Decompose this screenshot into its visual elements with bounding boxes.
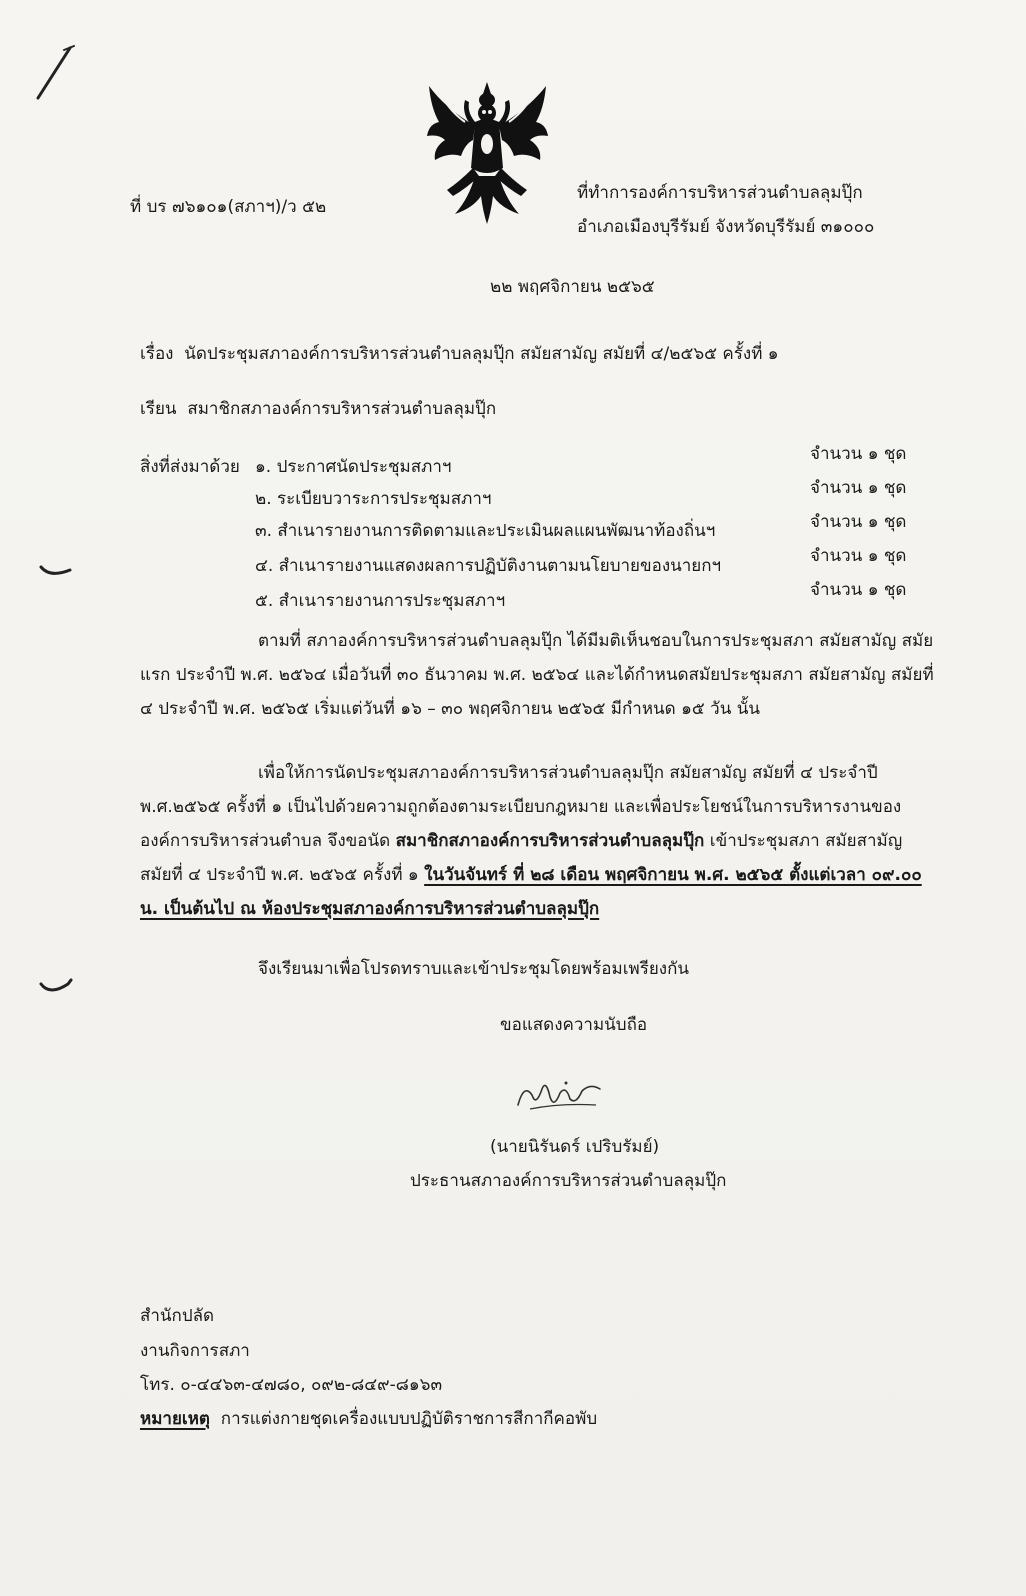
note-label: หมายเหตุ [140, 1409, 210, 1429]
enclosure-qty: จำนวน ๑ ชุด [810, 546, 907, 566]
footer-note [140, 1408, 597, 1430]
office-address-line1: ที่ทำการองค์การบริหารส่วนตำบลลุมปุ๊ก [577, 183, 863, 203]
footer-office: สำนักปลัด [140, 1306, 215, 1326]
footer-section: งานกิจการสภา [140, 1341, 250, 1361]
office-address-line2: อำเภอเมืองบุรีรัมย์ จังหวัดบุรีรัมย์ ๓๑๐๐๐ [577, 217, 875, 237]
meeting-datetime-underlined: ในวันจันทร์ ที่ ๒๘ เดือน พฤศจิกายน พ.ศ. ๒๕๖๕ ตั้งแต่เวลา ๐๙.๐๐ น. เป็นต้นไป ณ ห้องประชุมสภาองค์การบริหารส่วนตำบลลุมปุ๊ก [140, 865, 922, 919]
pen-stroke-mark [30, 40, 80, 105]
note-text: การแต่งกายชุดเครื่องแบบปฏิบัติราชการสีกากีคอพับ [220, 1409, 598, 1429]
check-mark [38, 562, 74, 582]
body-paragraph-3: จึงเรียนมาเพื่อโปรดทราบและเข้าประชุมโดยพร้อมเพรียงกัน [258, 959, 690, 979]
handwritten-signature [510, 1075, 610, 1115]
enclosure-item: ๒. ระเบียบวาระการประชุมสภาฯ [255, 489, 492, 509]
garuda-emblem-icon [425, 78, 550, 228]
footer-phone: โทร. ๐-๔๔๖๓-๔๗๘๐, ๐๙๒-๘๔๙-๘๑๖๓ [140, 1375, 443, 1395]
recipient-line [140, 398, 496, 420]
enclosure-item: ๑. ประกาศนัดประชุมสภาฯ [255, 457, 452, 477]
paragraph-text: ตามที่ สภาองค์การบริหารส่วนตำบลลุมปุ๊ก ได้มีมติเห็นชอบในการประชุมสภา สมัยสามัญ สมัยแรก ประจำปี พ.ศ. ๒๕๖๔ เมื่อวันที่ ๓๐ ธันวาคม พ.ศ. ๒๕๖๔ และได้กำหนดสมัยประชุมสภา สมัยสามัญ สมัยที่ ๔ ประจำปี พ.ศ. ๒๕๖๕ เริ่มแต่วันที่ ๑๖ – ๓๐ พฤศจิกายน ๒๕๖๕ มีกำหนด ๑๕ วัน นั้น [140, 631, 934, 719]
enclosure-qty: จำนวน ๑ ชุด [810, 478, 907, 498]
document-date: ๒๒ พฤศจิกายน ๒๕๖๕ [490, 277, 655, 297]
body-paragraph-1 [140, 624, 935, 726]
paragraph-text: เพื่อให้การนัดประชุมสภาองค์การบริหารส่วนตำบลลุมปุ๊ก สมัยสามัญ สมัยที่ ๔ ประจำปี พ.ศ.๒๕๖๕ ครั้งที่ ๑ เป็นไปด้วยความถูกต้องตามระเบียบกฎหมาย และเพื่อประโยชน์ในการบริหารงานขององค์การบริหารส่วนตำบล จึงขอนัด [140, 763, 902, 851]
signer-name: (นายนิรันดร์ เปริบรัมย์) [490, 1137, 660, 1157]
subject-text: นัดประชุมสภาองค์การบริหารส่วนตำบลลุมปุ๊ก สมัยสามัญ สมัยที่ ๔/๒๕๖๕ ครั้งที่ ๑ [184, 344, 779, 364]
enclosures-label: สิ่งที่ส่งมาด้วย [140, 457, 240, 477]
body-paragraph-2 [140, 756, 935, 926]
check-mark [38, 978, 74, 1000]
paragraph-bold-text: สมาชิกสภาองค์การบริหารส่วนตำบลลุมปุ๊ก [395, 831, 705, 851]
subject-line [140, 343, 779, 365]
subject-label: เรื่อง [140, 344, 174, 364]
recipient-text: สมาชิกสภาองค์การบริหารส่วนตำบลลุมปุ๊ก [187, 399, 497, 419]
enclosure-qty: จำนวน ๑ ชุด [810, 580, 907, 600]
enclosure-item: ๕. สำเนารายงานการประชุมสภาฯ [255, 591, 506, 611]
reference-number: ที่ บร ๗๖๑๐๑(สภาฯ)/ว ๕๒ [130, 197, 327, 217]
signer-position: ประธานสภาองค์การบริหารส่วนตำบลลุมปุ๊ก [410, 1171, 727, 1191]
enclosure-item: ๔. สำเนารายงานแสดงผลการปฏิบัติงานตามนโยบายของนายกฯ [255, 556, 722, 576]
enclosure-qty: จำนวน ๑ ชุด [810, 444, 907, 464]
recipient-label: เรียน [140, 399, 177, 419]
enclosure-qty: จำนวน ๑ ชุด [810, 512, 907, 532]
enclosure-item: ๓. สำเนารายงานการติดตามและประเมินผลแผนพัฒนาท้องถิ่นฯ [255, 521, 716, 541]
closing-regards: ขอแสดงความนับถือ [500, 1015, 648, 1035]
paragraph-text: เข้าประชุมสภา สมัยสามัญ สมัยที่ ๔ ประจำปี พ.ศ. ๒๕๖๕ ครั้งที่ ๑ [140, 831, 903, 885]
